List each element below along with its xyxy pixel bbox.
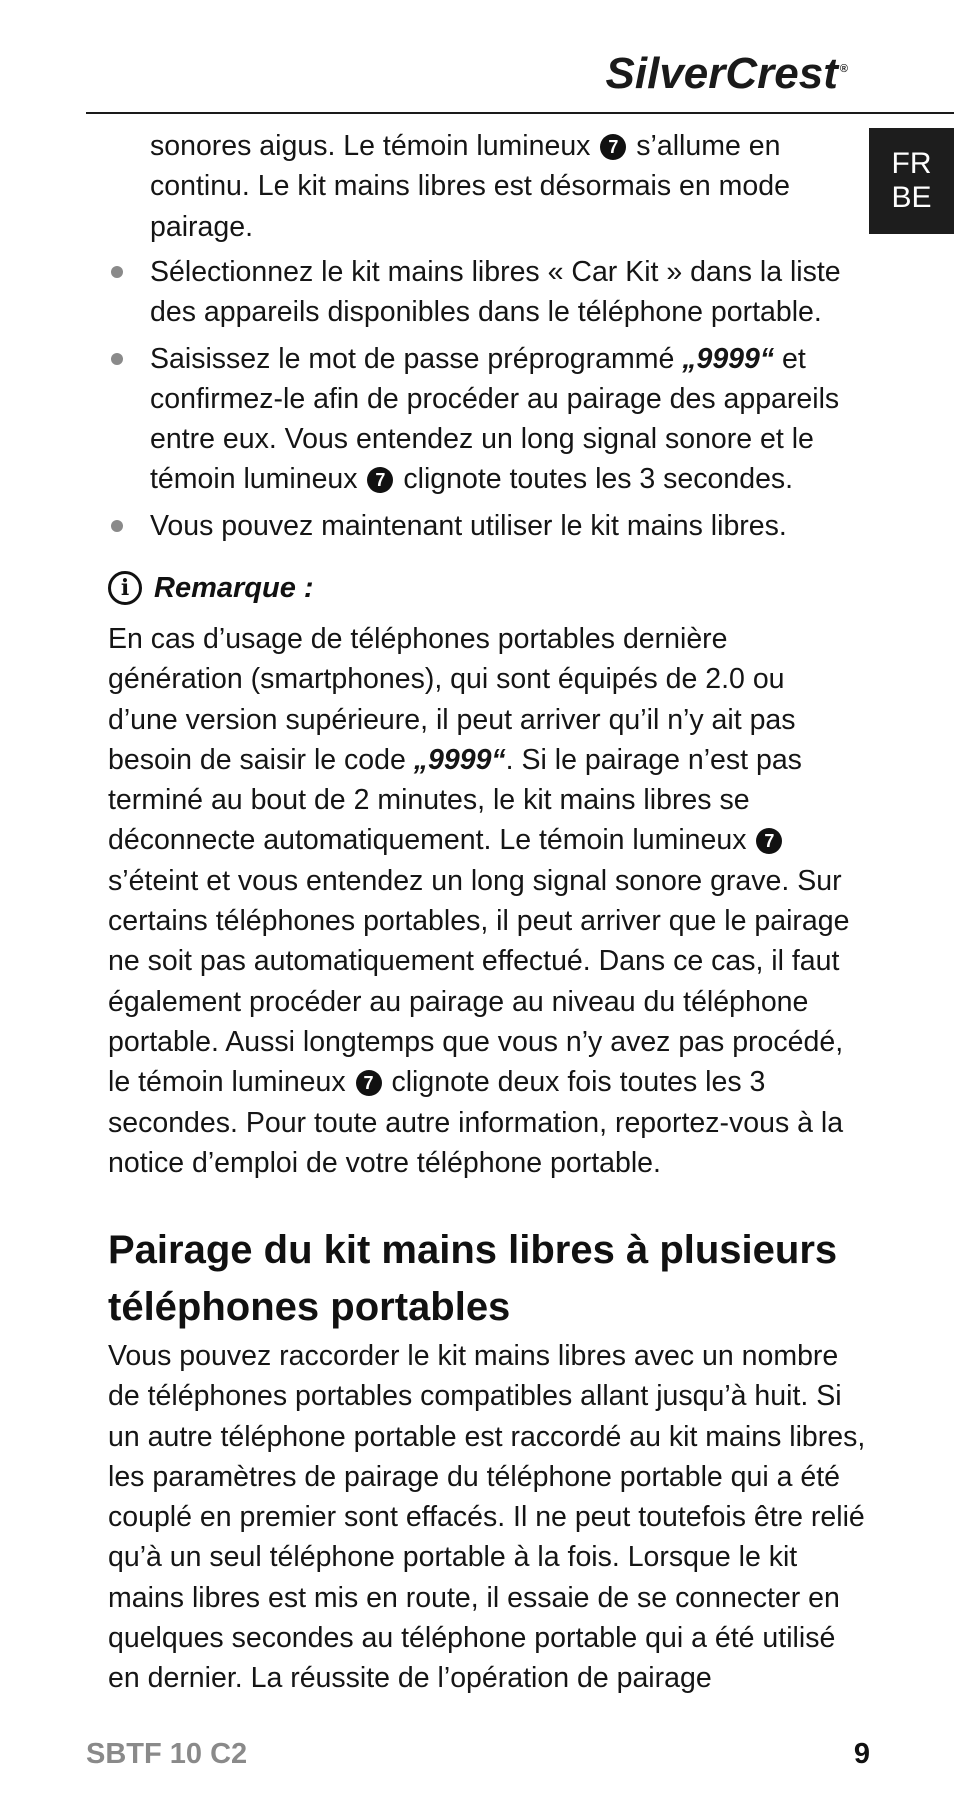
page-header: [86, 0, 954, 114]
text-segment: Saisissez le mot de passe préprogrammé: [150, 342, 683, 375]
remark-heading: [108, 566, 314, 610]
remark-title: Remarque :: [154, 571, 314, 604]
info-icon: i: [108, 571, 142, 605]
bullet-icon: [111, 520, 123, 532]
text-segment: En cas d’usage de téléphones portables dernière génération (smartphones), qui sont équipés de 2.0 ou d’une version supérieure, il peut arriver qu’il n’y ait pas besoin de saisir le code: [108, 623, 796, 776]
language-code-fr: FR: [891, 147, 932, 180]
text-segment: clignote deux fois toutes les 3 secondes. Pour toute autre information, reportez-vous à la notice d’emploi de votre téléphone portable.: [108, 1066, 844, 1179]
text-segment: s’éteint et vous entendez un long signal sonore grave. Sur certains téléphones portables, il peut arriver que le pairage ne soit pas automatiquement effectué. Dans ce cas, il faut également procéder au pairage au niveau du téléphone portable. Aussi longtemps que vous n’y avez pas procédé, le témoin lumineux: [108, 864, 850, 1099]
passcode: „9999“: [413, 743, 506, 776]
indicator-7-icon: 7: [600, 134, 626, 160]
list-item-text: Vous pouvez maintenant utiliser le kit mains libres.: [150, 509, 787, 542]
section-paragraph: Vous pouvez raccorder le kit mains libres avec un nombre de téléphones portables compatibles allant jusqu’à huit. Si un autre téléphone portable est raccordé au kit mains libres, les paramètres de pairage du téléphone portable qui a été couplé en premier sont effacés. Il ne peut toutefois être relié qu’à un seul téléphone portable à la fois. Lorsque le kit mains libres est mis en route, il essaie de se connecter en quelques secondes au téléphone portable qui a été utilisé en dernier. La réussite de l’opération de pairage: [108, 1340, 866, 1695]
text-segment: et confirmez-le afin de procéder au pairage des appareils entre eux. Vous entendez un long signal sonore et le témoin lumineux: [150, 342, 840, 496]
page-number: 9: [853, 1738, 870, 1770]
bullet-icon: [111, 353, 123, 365]
list-item: [108, 339, 868, 500]
text-segment: s’allume en continu. Le kit mains libres est désormais en mode pairage.: [150, 130, 790, 243]
list-item: [108, 252, 868, 333]
remark-paragraph: [108, 619, 858, 1183]
list-item-text: Sélectionnez le kit mains libres « Car Kit » dans la liste des appareils disponibles dans le téléphone portable.: [150, 256, 841, 329]
continued-paragraph: [150, 126, 850, 247]
language-code-be: BE: [891, 181, 932, 214]
section-heading: Pairage du kit mains libres à plusieurs téléphones portables: [108, 1228, 838, 1329]
language-tab: [869, 128, 954, 234]
list-item: [108, 506, 868, 546]
indicator-7-icon: 7: [756, 828, 782, 854]
indicator-7-icon: 7: [356, 1070, 382, 1096]
passcode: „9999“: [682, 342, 775, 375]
instruction-list: [108, 252, 868, 552]
model-number: SBTF 10 C2: [86, 1738, 248, 1770]
bullet-icon: [111, 266, 123, 278]
registered-mark: ®: [839, 63, 848, 76]
indicator-7-icon: 7: [367, 467, 393, 493]
brand-name: SilverCrest: [605, 49, 838, 98]
brand-logo: [605, 49, 848, 98]
text-segment: sonores aigus. Le témoin lumineux: [150, 130, 599, 162]
text-segment: clignote toutes les 3 secondes.: [395, 463, 794, 496]
text-segment: . Si le pairage n’est pas terminé au bout de 2 minutes, le kit mains libres se déconnecte automatiquement. Le témoin lumineux: [108, 743, 802, 857]
